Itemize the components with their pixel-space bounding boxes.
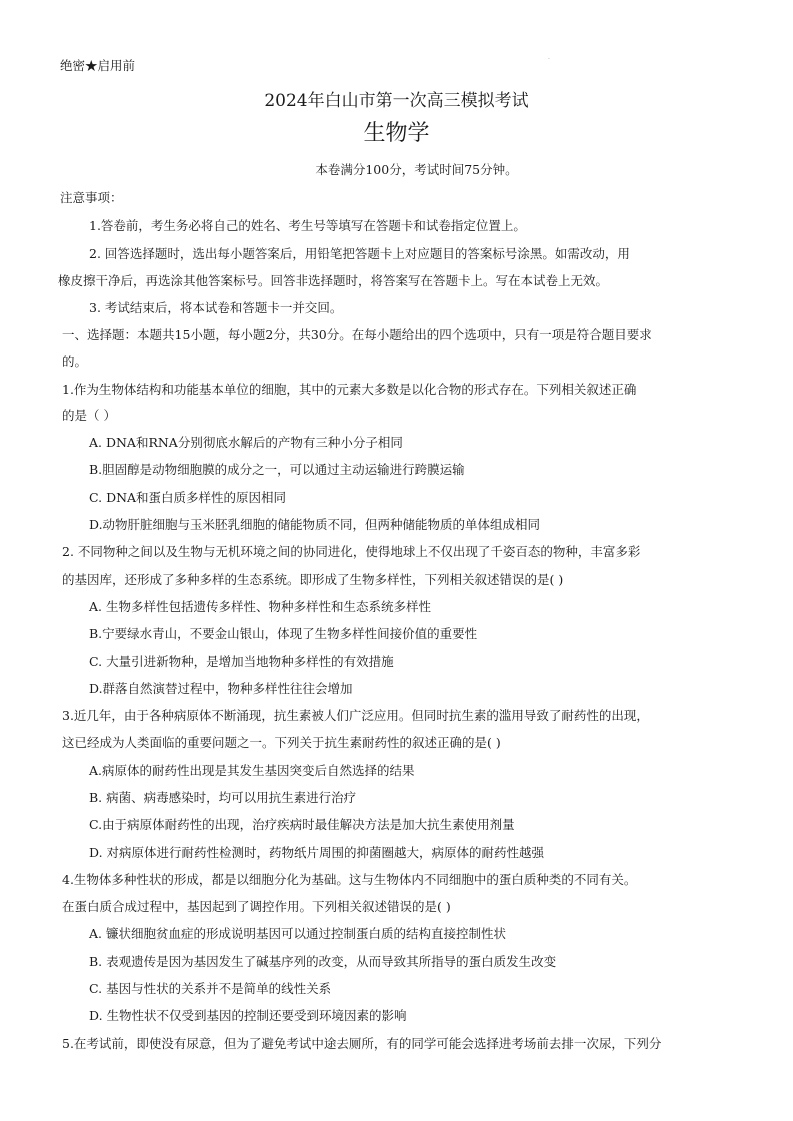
notes-heading: 注意事项： (60, 190, 123, 205)
question-3-line-2: 这已经成为人类面临的重要问题之一。下列关于抗生素耐药性的叙述正确的是( ) (62, 735, 501, 750)
question-1-line-1: 1.作为生物体结构和功能基本单位的细胞，其中的元素大多数是以化合物的形式存在。下列相关叙述正确 (62, 382, 637, 397)
question-3-option-c: C.由于病原体耐药性的出现，治疗疾病时最佳解决方法是加大抗生素使用剂量 (89, 817, 515, 832)
score-time-line: 本卷满分100分，考试时间75分钟。 (315, 162, 518, 177)
confidential-mark: 绝密★启用前 (60, 58, 136, 73)
note-1: 1.答卷前，考生务必将自己的姓名、考生号等填写在答题卡和试卷指定位置上。 (89, 218, 526, 233)
question-2-line-1: 2. 不同物种之间以及生物与无机环境之间的协同进化，使得地球上不仅出现了千姿百态的物种，丰富多彩 (62, 544, 641, 559)
question-1-option-b: B.胆固醇是动物细胞膜的成分之一，可以通过主动运输进行跨膜运输 (89, 462, 465, 477)
question-2-option-d: D.群落自然演替过程中，物种多样性往往会增加 (89, 681, 353, 696)
question-4-option-a: A. 镰状细胞贫血症的形成说明基因可以通过控制蛋白质的结构直接控制性状 (89, 926, 506, 941)
question-3-line-1: 3.近几年，由于各种病原体不断涌现，抗生素被人们广泛应用。但同时抗生素的滥用导致了耐药性的出现， (62, 708, 649, 723)
question-4-option-b: B. 表观遗传是因为基因发生了碱基序列的改变，从而导致其所指导的蛋白质发生改变 (89, 954, 557, 969)
question-1-line-2: 的是（ ） (62, 408, 116, 423)
question-4-option-c: C. 基因与性状的关系并不是简单的线性关系 (89, 981, 332, 996)
question-4-option-d: D. 生物性状不仅受到基因的控制还要受到环境因素的影响 (89, 1008, 407, 1023)
note-3: 3. 考试结束后，将本试卷和答题卡一并交回。 (89, 300, 343, 315)
exam-title: 2024年白山市第一次高三模拟考试 (264, 91, 529, 111)
question-5-line-1: 5.在考试前，即使没有尿意，但为了避免考试中途去厕所，有的同学可能会选择进考场前去排一次尿，下列分 (62, 1036, 662, 1051)
question-2-option-a: A. 生物多样性包括遗传多样性、物种多样性和生态系统多样性 (89, 599, 431, 614)
question-4-line-2: 在蛋白质合成过程中，基因起到了调控作用。下列相关叙述错误的是( ) (62, 899, 451, 914)
question-1-option-d: D.动物肝脏细胞与玉米胚乳细胞的储能物质不同，但两种储能物质的单体组成相同 (89, 517, 541, 532)
question-2-option-b: B.宁要绿水青山，不要金山银山，体现了生物多样性间接价值的重要性 (89, 626, 478, 641)
question-2-line-2: 的基因库，还形成了多种多样的生态系统。即形成了生物多样性，下列相关叙述错误的是( ) (62, 572, 564, 587)
section-1-line-2: 的。 (62, 354, 88, 369)
question-3-option-d: D. 对病原体进行耐药性检测时，药物纸片周围的抑菌圈越大，病原体的耐药性越强 (89, 845, 545, 860)
question-3-option-a: A.病原体的耐药性出现是其发生基因突变后自然选择的结果 (89, 763, 415, 778)
question-1-option-a: A. DNA和RNA分别彻底水解后的产物有三种小分子相同 (89, 435, 403, 450)
note-2-line-1: 2. 回答选择题时，选出每小题答案后，用铅笔把答题卡上对应题目的答案标号涂黑。如需改动，用 (89, 246, 630, 261)
question-1-option-c: C. DNA和蛋白质多样性的原因相同 (89, 490, 287, 505)
question-2-option-c: C. 大量引进新物种，是增加当地物种多样性的有效措施 (89, 654, 394, 669)
subject-title: 生物学 (363, 121, 430, 146)
question-3-option-b: B. 病菌、病毒感染时，均可以用抗生素进行治疗 (89, 790, 357, 805)
decorative-dot: · (548, 56, 550, 63)
note-2-line-2: 橡皮擦干净后，再选涂其他答案标号。回答非选择题时，将答案写在答题卡上。写在本试卷上无效。 (58, 273, 609, 288)
section-1-line-1: 一、选择题：本题共15小题，每小题2分，共30分。在每小题给出的四个选项中，只有一项是符合题目要求 (62, 327, 652, 342)
question-4-line-1: 4.生物体多种性状的形成，都是以细胞分化为基础。这与生物体内不同细胞中的蛋白质种类的不同有关。 (62, 872, 637, 887)
